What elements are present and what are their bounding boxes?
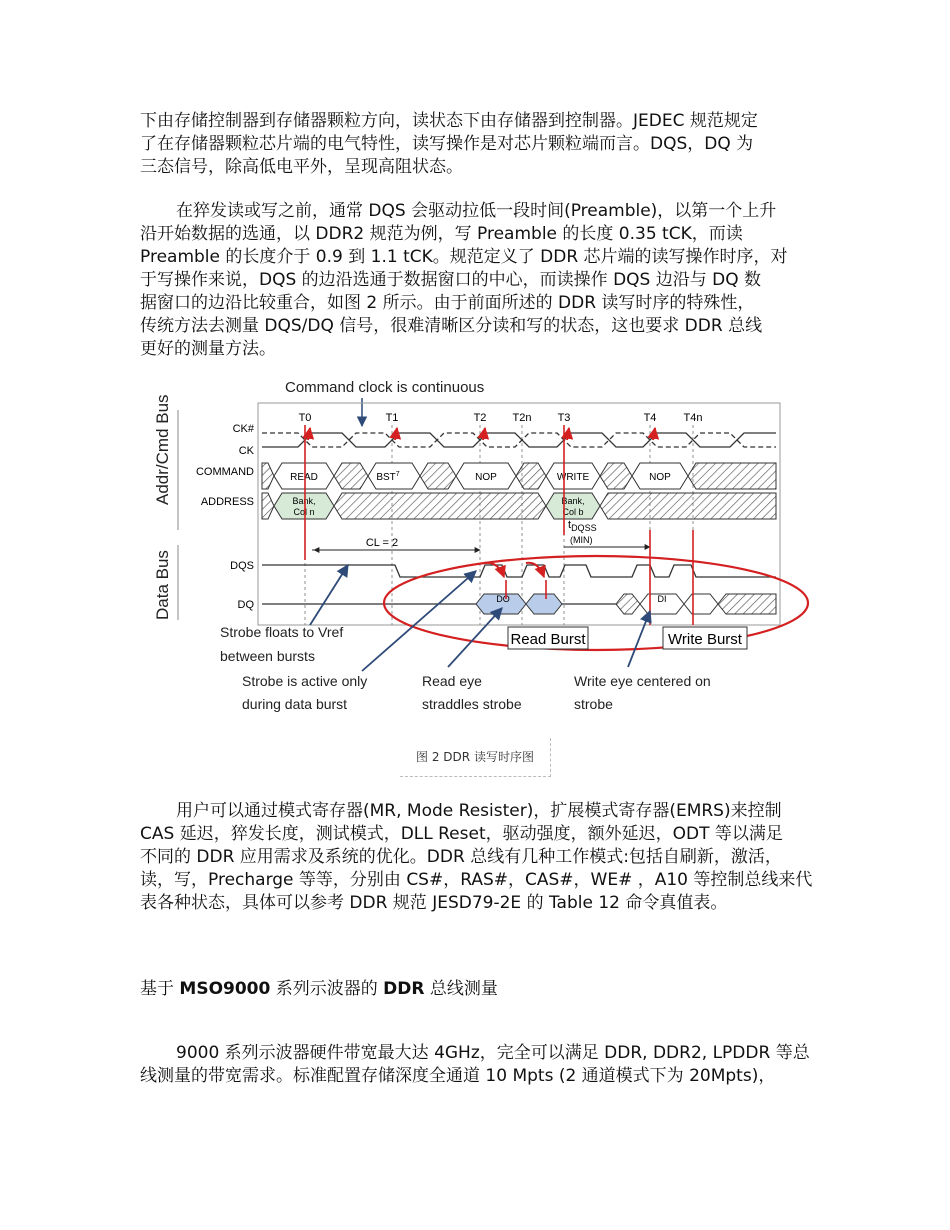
paragraph-line: Preamble 的长度介于 0.9 到 1.1 tCK。规范定义了 DDR 芯片端的读写操作时序，对 bbox=[140, 247, 788, 267]
command-nop-2: NOP bbox=[649, 472, 671, 483]
paragraph-line: 沿开始数据的选通，以 DDR2 规范为例，写 Preamble 的长度 0.35 tCK，而读 bbox=[140, 224, 743, 244]
paragraph-line: 读，写，Precharge 等等，分别由 CS#，RAS#，CAS#，WE# ，A10 等控制总线来代 bbox=[140, 870, 813, 890]
signal-label-ck-n: CK# bbox=[232, 423, 254, 435]
tdqss-min-label: (MIN) bbox=[570, 535, 593, 545]
command-bst: BST$^7$ bbox=[376, 471, 400, 483]
note-read-eye-line1: Read eye bbox=[422, 673, 482, 689]
heading-prefix: 基于 bbox=[140, 979, 180, 999]
address-write-bank: Bank, bbox=[561, 496, 585, 506]
paragraph-1 bbox=[140, 110, 820, 179]
command-write: WRITE bbox=[556, 472, 590, 483]
annotation-arrow-strobe-floats bbox=[310, 565, 348, 625]
paragraph-line: 于写操作来说，DQS 的边沿选通于数据窗口的中心，而读操作 DQS 边沿与 DQ 数 bbox=[140, 270, 762, 290]
annotation-arrow-write-eye bbox=[628, 611, 650, 667]
paragraph-2 bbox=[140, 200, 820, 361]
paragraph-line: 更好的测量方法。 bbox=[140, 339, 276, 359]
note-read-eye-line2: straddles strobe bbox=[422, 696, 522, 712]
read-burst-label: Read Burst bbox=[510, 631, 586, 648]
group-label-data-bus: Data Bus bbox=[153, 550, 172, 620]
heading-suffix: 总线测量 bbox=[424, 979, 498, 999]
note-strobe-active-line1: Strobe is active only bbox=[242, 673, 368, 689]
clock-label-t1: T1 bbox=[385, 412, 399, 424]
address-bus bbox=[262, 493, 776, 519]
group-label-addr-cmd: Addr/Cmd Bus bbox=[153, 394, 172, 505]
note-write-eye-line1: Write eye centered on bbox=[574, 673, 711, 689]
heading-middle: 系列示波器的 bbox=[270, 979, 384, 999]
command-nop-1: NOP bbox=[475, 472, 497, 483]
paragraph-line: 线测量的带宽需求。标准配置存储深度全通道 10 Mpts (2 通道模式下为 20Mpts)， bbox=[140, 1066, 776, 1086]
write-burst-label: Write Burst bbox=[668, 631, 742, 648]
clock-label-t3: T3 bbox=[557, 412, 571, 424]
signal-label-ck: CK bbox=[238, 445, 254, 457]
ck-n-waveform bbox=[262, 433, 776, 447]
note-strobe-floats-line1: Strobe floats to Vref bbox=[220, 624, 344, 640]
paragraph-line: 表各种状态，具体可以参考 DDR 规范 JESD79-2E 的 Table 12 命令真值表。 bbox=[140, 893, 728, 913]
note-strobe-active-line2: during data burst bbox=[242, 696, 348, 712]
signal-label-dqs: DQS bbox=[230, 560, 254, 572]
paragraph-line: CAS 延迟，猝发长度，测试模式，DLL Reset，驱动强度，额外延迟，ODT 等以满足 bbox=[140, 824, 783, 844]
note-write-eye-line2: strobe bbox=[574, 696, 613, 712]
section-heading bbox=[140, 978, 498, 1001]
cl-label: CL = 2 bbox=[365, 537, 399, 549]
paragraph-line: 传统方法去测量 DQS/DQ 信号，很难清晰区分读和写的状态，这也要求 DDR 总线 bbox=[140, 316, 763, 336]
clock-label-t2n: T2n bbox=[512, 412, 532, 424]
clock-label-t4: T4 bbox=[643, 412, 657, 424]
address-write-col: Col b bbox=[562, 507, 584, 517]
command-bus bbox=[262, 463, 776, 489]
paragraph-line: 三态信号，除高低电平外，呈现高阻状态。 bbox=[140, 157, 463, 177]
paragraph-line: 用户可以通过模式寄存器(MR, Mode Resister)，扩展模式寄存器(EMRS)来控制 bbox=[176, 801, 782, 821]
clock-label-t0: T0 bbox=[298, 412, 312, 424]
clock-label-t4n: T4n bbox=[683, 412, 703, 424]
heading-bold-ddr: DDR bbox=[383, 979, 425, 999]
ddr-timing-diagram bbox=[150, 375, 820, 715]
paragraph-line: 下由存储控制器到存储器颗粒方向，读状态下由存储器到控制器。JEDEC 规范规定 bbox=[140, 111, 758, 131]
dq-bus bbox=[262, 594, 776, 614]
command-read: READ bbox=[290, 472, 318, 483]
clock-label-t2: T2 bbox=[473, 412, 487, 424]
tdqss-label: $t_{DQSS}$ bbox=[568, 519, 597, 533]
signal-label-command: COMMAND bbox=[195, 466, 254, 478]
paragraph-line: 在猝发读或写之前，通常 DQS 会驱动拉低一段时间(Preamble)，以第一个上升 bbox=[176, 201, 777, 221]
dq-write-label: DI bbox=[657, 594, 667, 604]
paragraph-line: 9000 系列示波器硬件带宽最大达 4GHz，完全可以满足 DDR, DDR2, LPDDR 等总 bbox=[176, 1043, 810, 1063]
ck-waveform bbox=[262, 433, 776, 447]
dq-read-label: DO bbox=[496, 594, 510, 604]
paragraph-line: 不同的 DDR 应用需求及系统的优化。DDR 总线有几种工作模式:包括自刷新，激活， bbox=[140, 847, 782, 867]
address-read-col: Col n bbox=[293, 507, 315, 517]
figure-title: Command clock is continuous bbox=[285, 379, 485, 396]
signal-label-address: ADDRESS bbox=[200, 496, 254, 508]
heading-bold-model: MSO9000 bbox=[179, 979, 271, 999]
dqs-waveform bbox=[262, 565, 776, 577]
note-strobe-floats-line2: between bursts bbox=[220, 648, 315, 664]
paragraph-line: 了在存储器颗粒芯片端的电气特性，读写操作是对芯片颗粒端而言。DQS，DQ 为 bbox=[140, 134, 754, 154]
paragraph-3 bbox=[140, 800, 820, 915]
paragraph-4 bbox=[140, 1042, 820, 1088]
paragraph-line: 据窗口的边沿比较重合，如图 2 所示。由于前面所述的 DDR 读写时序的特殊性， bbox=[140, 293, 755, 313]
signal-label-dq: DQ bbox=[237, 599, 254, 611]
address-read-bank: Bank, bbox=[292, 496, 316, 506]
figure-caption: 图 2 DDR 读写时序图 bbox=[400, 738, 551, 777]
